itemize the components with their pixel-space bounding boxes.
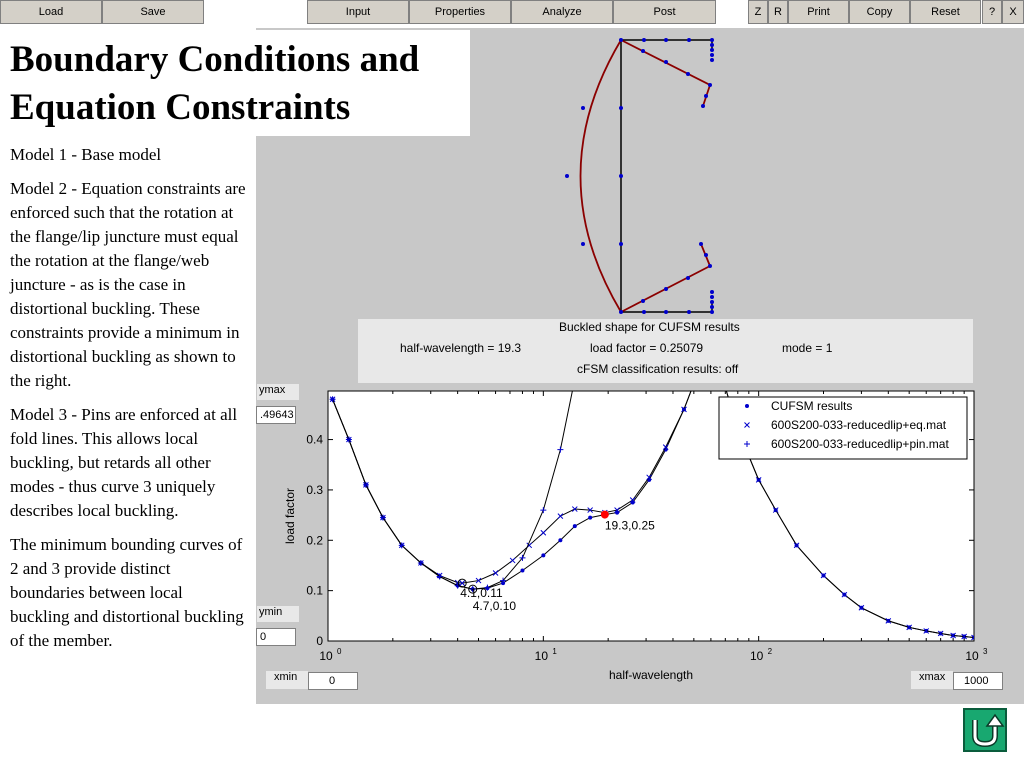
return-arrow-icon xyxy=(965,710,1005,750)
buckled-shape-info-panel xyxy=(358,319,973,383)
description-conclusion: The minimum bounding curves of 2 and 3 provide distinct boundaries between local buckling and distortional buckling of the member. xyxy=(10,535,244,650)
analyze-button[interactable]: Analyze xyxy=(511,0,613,24)
mode-readout: mode = 1 xyxy=(782,341,833,355)
xmin-input[interactable]: 0 xyxy=(308,672,358,690)
shape-caption: Buckled shape for CUFSM results xyxy=(559,320,740,334)
close-button[interactable]: X xyxy=(1002,0,1024,24)
y-tick-label: 0.1 xyxy=(306,583,323,598)
reset-button[interactable]: Reset xyxy=(910,0,981,24)
y-axis-label: load factor xyxy=(283,487,297,545)
data-point xyxy=(541,553,545,557)
x-tick-label: 10 xyxy=(319,649,333,663)
xmax-label: xmax xyxy=(911,671,953,689)
x-tick-label: 10 xyxy=(965,649,979,663)
description-model-3: Model 3 - Pins are enforced at all fold lines. This allows local buckling, but retards all other modes - thus curve 3 uniquely describes local buckling. xyxy=(10,405,238,520)
ymax-label: ymax xyxy=(257,384,299,400)
annotation-label: 4.1,0.11 xyxy=(460,586,503,601)
y-tick-label: 0.4 xyxy=(306,432,323,447)
half-wavelength-readout: half-wavelength = 19.3 xyxy=(400,341,522,355)
xmin-label: xmin xyxy=(266,671,308,689)
x-tick-label: 10 xyxy=(749,649,764,663)
data-point xyxy=(588,516,592,520)
y-tick-label: 0 xyxy=(316,634,323,648)
ymax-input[interactable]: .49643 xyxy=(256,406,296,424)
x-axis-label: half-wavelength xyxy=(608,668,694,682)
annotation-label: 19.3,0.25 xyxy=(604,518,655,533)
deformed-section xyxy=(581,40,711,312)
input-button[interactable]: Input xyxy=(307,0,409,24)
xmax-input[interactable]: 1000 xyxy=(953,672,1003,690)
post-button[interactable]: Post xyxy=(613,0,716,24)
rotate-button[interactable]: R xyxy=(768,0,788,24)
legend-marker xyxy=(745,404,749,408)
data-point xyxy=(558,538,562,542)
copy-button[interactable]: Copy xyxy=(849,0,910,24)
signature-curve-chart xyxy=(280,385,1000,685)
title-line-1: Boundary Conditions and xyxy=(10,39,420,80)
data-point xyxy=(573,524,577,528)
x-tick-exponent: 3 xyxy=(983,647,988,656)
section-nodes xyxy=(565,38,714,314)
x-tick-exponent: 2 xyxy=(767,647,773,656)
load-factor-readout: load factor = 0.25079 xyxy=(590,341,704,355)
x-tick-label: 10 xyxy=(534,649,549,663)
toolbar xyxy=(0,0,1024,26)
legend-entry: 600S200-033-reducedlip+eq.mat xyxy=(771,418,947,432)
chart-legend xyxy=(719,397,967,459)
classification-readout: cFSM classification results: off xyxy=(577,362,739,376)
legend-entry: CUFSM results xyxy=(771,399,853,413)
data-point xyxy=(520,568,524,572)
page-title xyxy=(0,30,470,136)
x-tick-exponent: 1 xyxy=(552,647,557,656)
description-model-1: Model 1 - Base model xyxy=(10,145,162,164)
y-tick-label: 0.3 xyxy=(306,482,323,497)
print-button[interactable]: Print xyxy=(788,0,849,24)
load-button[interactable]: Load xyxy=(0,0,102,24)
y-tick-label: 0.2 xyxy=(306,533,323,548)
annotation-label: 4.7,0.10 xyxy=(472,599,517,614)
description-model-2: Model 2 - Equation constraints are enforced such that the rotation at the flange/lip juncture must equal the rotation at the flange/web juncture - as is the case in distortional buckling. These constraints provide a minimum in distortional buckling as shown to the right. xyxy=(10,179,246,390)
properties-button[interactable]: Properties xyxy=(409,0,511,24)
zoom-button[interactable]: Z xyxy=(748,0,768,24)
ymin-input[interactable]: 0 xyxy=(256,628,296,646)
ymin-label: ymin xyxy=(257,606,299,622)
save-button[interactable]: Save xyxy=(102,0,204,24)
help-button[interactable]: ? xyxy=(982,0,1002,24)
home-button[interactable] xyxy=(963,708,1007,752)
description-text xyxy=(10,143,246,663)
title-line-2: Equation Constraints xyxy=(10,87,351,128)
x-tick-exponent: 0 xyxy=(337,647,342,656)
annotation-marker xyxy=(601,511,609,519)
legend-entry: 600S200-033-reducedlip+pin.mat xyxy=(771,437,949,451)
buckled-shape-plot xyxy=(540,30,740,320)
